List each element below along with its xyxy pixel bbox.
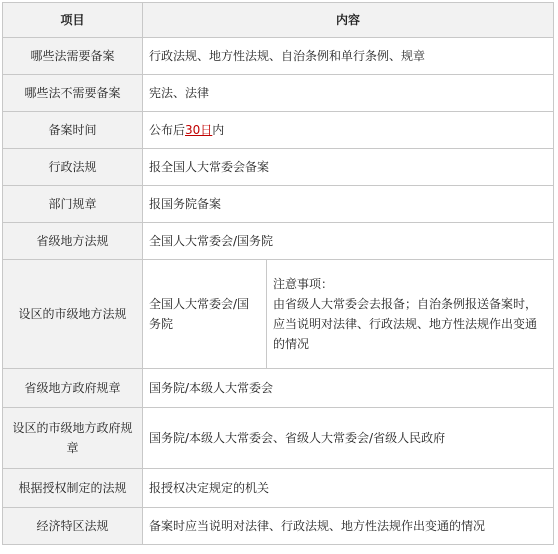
row-note bbox=[267, 260, 554, 369]
table-row bbox=[3, 508, 554, 545]
header-content: 内容 bbox=[143, 3, 554, 38]
row-content: 国务院/本级人大常委会 bbox=[143, 369, 554, 408]
table-row bbox=[3, 38, 554, 75]
table-row bbox=[3, 260, 554, 369]
table-row bbox=[3, 223, 554, 260]
row-content: 全国人大常委会/国务院 bbox=[143, 260, 267, 369]
row-item: 设区的市级地方政府规章 bbox=[3, 408, 143, 469]
row-item: 省级地方政府规章 bbox=[3, 369, 143, 408]
content-suffix: 内 bbox=[212, 123, 225, 137]
header-item: 项目 bbox=[3, 3, 143, 38]
row-content: 国务院/本级人大常委会、省级人大常委会/省级人民政府 bbox=[143, 408, 554, 469]
table-row bbox=[3, 112, 554, 149]
note-body: 由省级人大常委会去报备；自治条例报送备案时，应当说明对法律、行政法规、地方性法规作出变通的情况 bbox=[273, 297, 538, 351]
row-content: 行政法规、地方性法规、自治条例和单行条例、规章 bbox=[143, 38, 554, 75]
row-item: 哪些法需要备案 bbox=[3, 38, 143, 75]
row-content: 报授权决定规定的机关 bbox=[143, 469, 554, 508]
content-prefix: 公布后 bbox=[149, 123, 186, 137]
row-content: 报国务院备案 bbox=[143, 186, 554, 223]
table-row bbox=[3, 149, 554, 186]
row-item: 省级地方法规 bbox=[3, 223, 143, 260]
highlighted-days: 30日 bbox=[185, 123, 213, 137]
row-item: 经济特区法规 bbox=[3, 508, 143, 545]
row-content: 报全国人大常委会备案 bbox=[143, 149, 554, 186]
row-content: 全国人大常委会/国务院 bbox=[143, 223, 554, 260]
table-row bbox=[3, 75, 554, 112]
row-item: 根据授权制定的法规 bbox=[3, 469, 143, 508]
row-content bbox=[143, 112, 554, 149]
row-item: 设区的市级地方法规 bbox=[3, 260, 143, 369]
table-row bbox=[3, 186, 554, 223]
row-content: 备案时应当说明对法律、行政法规、地方性法规作出变通的情况 bbox=[143, 508, 554, 545]
row-item: 行政法规 bbox=[3, 149, 143, 186]
table-header-row bbox=[3, 3, 554, 38]
row-item: 哪些法不需要备案 bbox=[3, 75, 143, 112]
table-row bbox=[3, 408, 554, 469]
row-content: 宪法、法律 bbox=[143, 75, 554, 112]
note-title: 注意事项： bbox=[273, 277, 334, 291]
table-row bbox=[3, 469, 554, 508]
row-item: 备案时间 bbox=[3, 112, 143, 149]
row-item: 部门规章 bbox=[3, 186, 143, 223]
table-row bbox=[3, 369, 554, 408]
filing-table bbox=[2, 2, 554, 545]
